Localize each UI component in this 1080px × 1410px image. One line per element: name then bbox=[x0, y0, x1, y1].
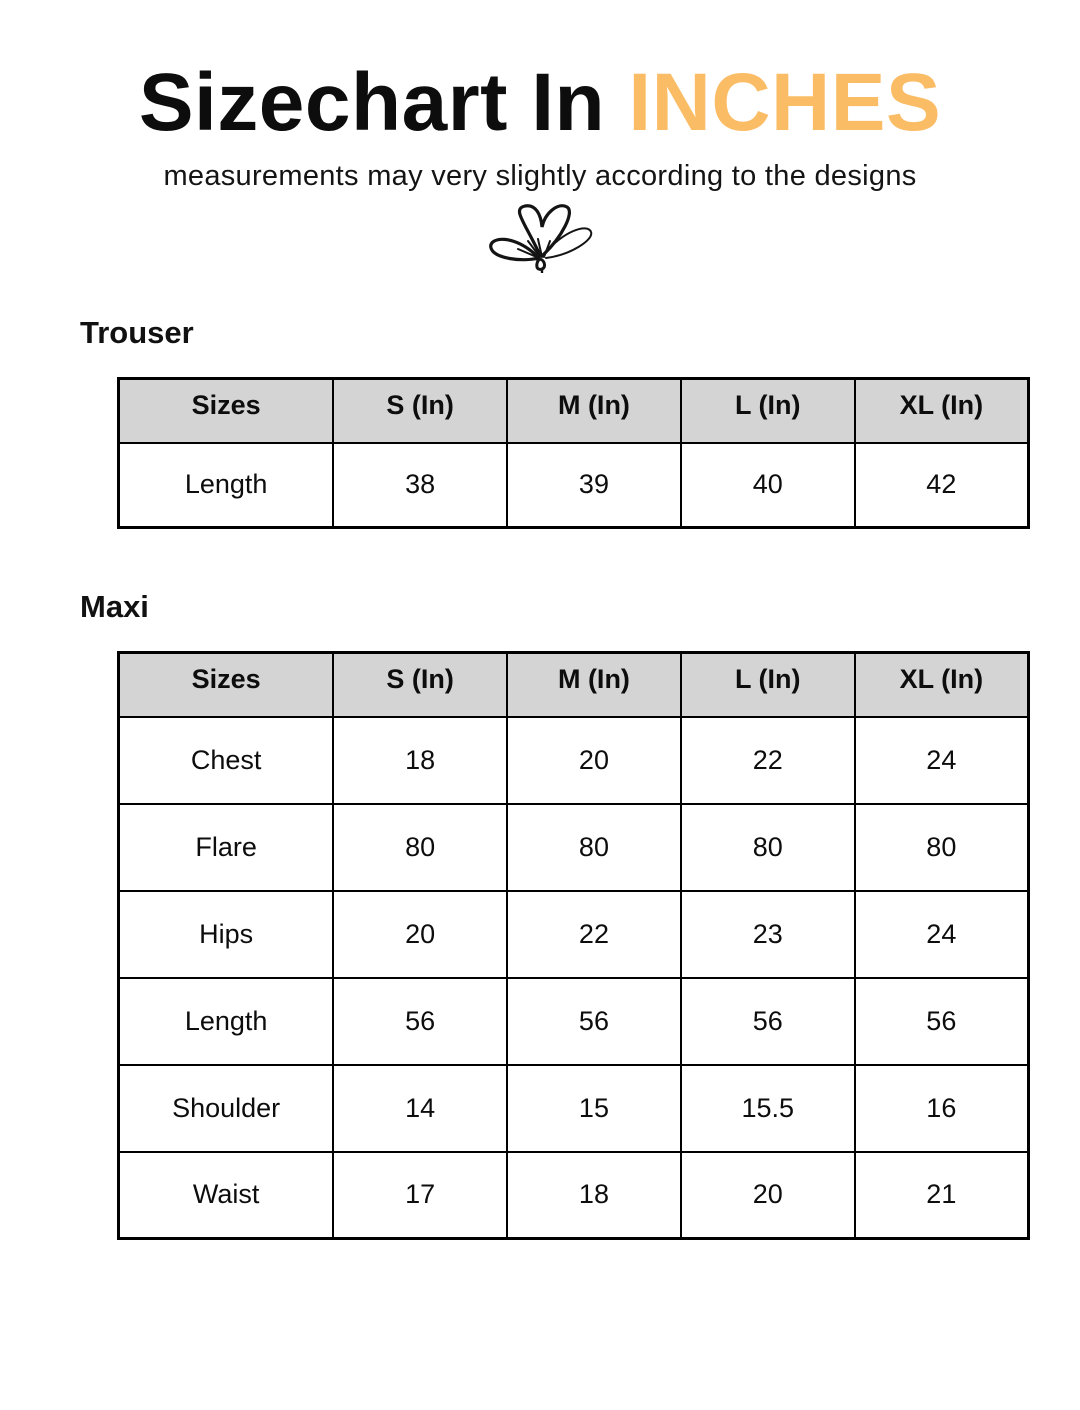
maxi-col-s: S (In) bbox=[333, 653, 507, 717]
maxi-length-xl: 56 bbox=[855, 978, 1029, 1065]
maxi-row-label: Shoulder bbox=[119, 1065, 334, 1152]
table-row bbox=[119, 804, 1029, 891]
trouser-row-label: Length bbox=[119, 443, 334, 528]
maxi-chest-l: 22 bbox=[681, 717, 855, 804]
maxi-row-label: Chest bbox=[119, 717, 334, 804]
maxi-length-s: 56 bbox=[333, 978, 507, 1065]
trouser-col-l: L (In) bbox=[681, 379, 855, 443]
maxi-col-l: L (In) bbox=[681, 653, 855, 717]
maxi-waist-l: 20 bbox=[681, 1152, 855, 1239]
trouser-col-sizes: Sizes bbox=[119, 379, 334, 443]
maxi-waist-s: 17 bbox=[333, 1152, 507, 1239]
table-row bbox=[119, 443, 1029, 528]
trouser-col-s: S (In) bbox=[333, 379, 507, 443]
maxi-length-m: 56 bbox=[507, 978, 681, 1065]
maxi-flare-s: 80 bbox=[333, 804, 507, 891]
maxi-shoulder-xl: 16 bbox=[855, 1065, 1029, 1152]
page-subtitle: measurements may very slightly according to the designs bbox=[163, 160, 917, 193]
trouser-section-heading: Trouser bbox=[80, 315, 194, 351]
maxi-shoulder-l: 15.5 bbox=[681, 1065, 855, 1152]
maxi-waist-m: 18 bbox=[507, 1152, 681, 1239]
maxi-col-sizes: Sizes bbox=[119, 653, 334, 717]
maxi-chest-m: 20 bbox=[507, 717, 681, 804]
maxi-shoulder-m: 15 bbox=[507, 1065, 681, 1152]
maxi-row-label: Length bbox=[119, 978, 334, 1065]
trouser-col-xl: XL (In) bbox=[855, 379, 1029, 443]
maxi-hips-s: 20 bbox=[333, 891, 507, 978]
page-title-accent: INCHES bbox=[628, 57, 942, 148]
maxi-row-label: Waist bbox=[119, 1152, 334, 1239]
butterfly-doodle-icon bbox=[0, 195, 1080, 273]
trouser-length-l: 40 bbox=[681, 443, 855, 528]
maxi-size-table bbox=[117, 651, 1030, 1240]
maxi-col-m: M (In) bbox=[507, 653, 681, 717]
maxi-flare-xl: 80 bbox=[855, 804, 1029, 891]
trouser-size-table bbox=[117, 377, 1030, 529]
trouser-length-m: 39 bbox=[507, 443, 681, 528]
maxi-row-label: Hips bbox=[119, 891, 334, 978]
table-row bbox=[119, 1152, 1029, 1239]
maxi-flare-m: 80 bbox=[507, 804, 681, 891]
table-row bbox=[119, 978, 1029, 1065]
maxi-shoulder-s: 14 bbox=[333, 1065, 507, 1152]
table-row bbox=[119, 1065, 1029, 1152]
maxi-chest-s: 18 bbox=[333, 717, 507, 804]
maxi-hips-xl: 24 bbox=[855, 891, 1029, 978]
maxi-chest-xl: 24 bbox=[855, 717, 1029, 804]
maxi-hips-l: 23 bbox=[681, 891, 855, 978]
maxi-header-row bbox=[119, 653, 1029, 717]
maxi-row-label: Flare bbox=[119, 804, 334, 891]
trouser-length-s: 38 bbox=[333, 443, 507, 528]
maxi-col-xl: XL (In) bbox=[855, 653, 1029, 717]
maxi-section-heading: Maxi bbox=[80, 589, 149, 625]
trouser-length-xl: 42 bbox=[855, 443, 1029, 528]
trouser-header-row bbox=[119, 379, 1029, 443]
page-title-black: Sizechart In bbox=[138, 57, 629, 148]
maxi-flare-l: 80 bbox=[681, 804, 855, 891]
table-row bbox=[119, 891, 1029, 978]
table-row bbox=[119, 717, 1029, 804]
maxi-length-l: 56 bbox=[681, 978, 855, 1065]
page-title bbox=[0, 57, 1080, 148]
maxi-waist-xl: 21 bbox=[855, 1152, 1029, 1239]
maxi-hips-m: 22 bbox=[507, 891, 681, 978]
trouser-col-m: M (In) bbox=[507, 379, 681, 443]
